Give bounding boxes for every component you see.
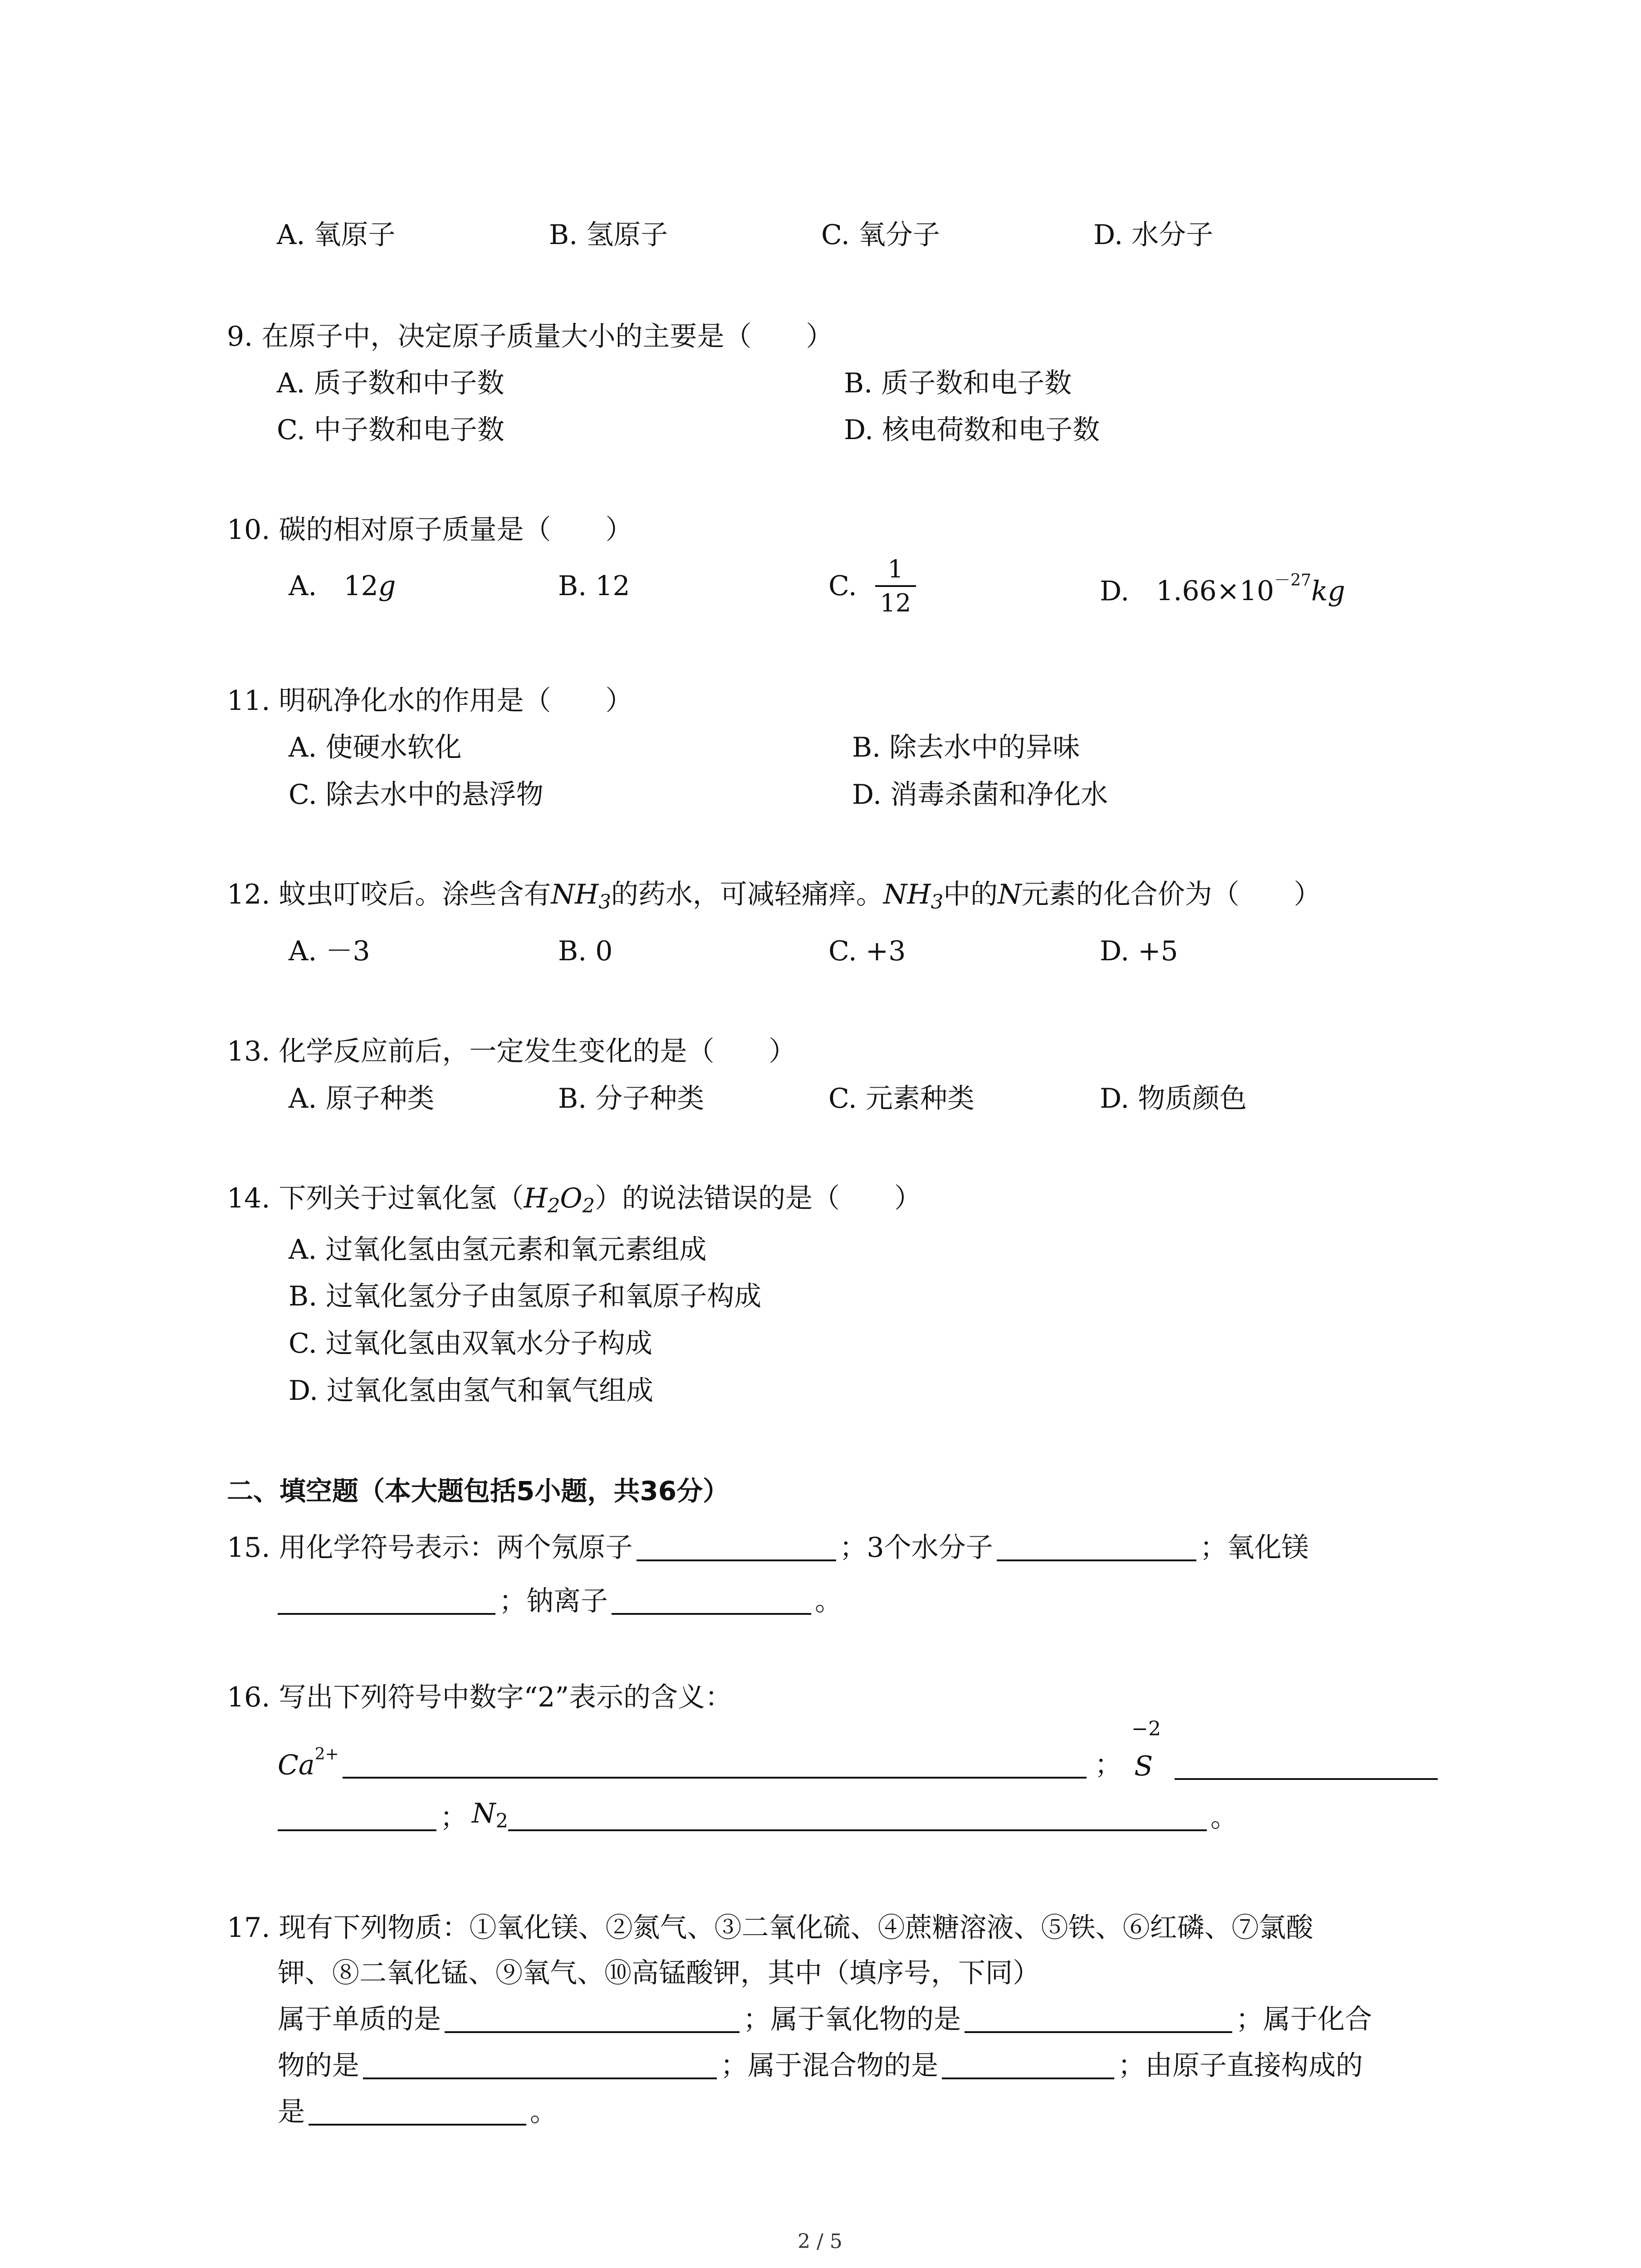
q9-stem: 9. 在原子中，决定原子质量大小的主要是（ ） — [227, 321, 833, 352]
q10-d-exponent: －27 — [1274, 571, 1312, 590]
q12-option-c: C. +3 — [828, 935, 906, 967]
q12-option-a: A. －3 — [289, 935, 370, 967]
q17-text-a: 属于单质的是 — [278, 2004, 441, 2035]
q12-sub3: 3 — [598, 890, 611, 914]
q13-option-d: D. 物质颜色 — [1100, 1083, 1247, 1114]
q12-n-symbol: N — [998, 879, 1022, 910]
q17-text-e: ；属于混合物的是 — [720, 2050, 938, 2082]
q16-answer-blank-2[interactable] — [1175, 1751, 1438, 1780]
q17-line3 — [278, 2004, 1372, 2033]
q13-stem: 13. 化学反应前后，一定发生变化的是（ ） — [227, 1036, 796, 1067]
q17-answer-blank-3[interactable] — [363, 2050, 717, 2079]
q17-text-f: ；由原子直接构成的 — [1118, 2050, 1363, 2082]
q16-separator-2: ； — [440, 1802, 467, 1833]
fraction-bar — [875, 585, 916, 587]
q14-stem — [227, 1185, 921, 1216]
q14-option-d: D. 过氧化氢由氢气和氧气组成 — [289, 1375, 654, 1407]
q16-line1b — [1134, 1751, 1441, 1780]
q16-ca: Ca — [278, 1749, 315, 1781]
q15-text-e: 。 — [815, 1585, 842, 1617]
q17-line4 — [278, 2050, 1363, 2082]
q14-option-b: B. 过氧化氢分子由氢原子和氧原子构成 — [289, 1281, 762, 1312]
q15-line2 — [278, 1586, 842, 1615]
q16-end: 。 — [1210, 1802, 1238, 1833]
q12-stem-part4: 元素的化合价为（ ） — [1021, 879, 1321, 910]
q15-answer-blank-2[interactable] — [997, 1532, 1196, 1561]
q10-c-fraction — [875, 556, 916, 617]
q9-option-b: B. 质子数和电子数 — [844, 367, 1072, 399]
q10-option-d — [1100, 572, 1345, 605]
q17-text-c: ；属于化合 — [1236, 2004, 1372, 2035]
q11-option-a: A. 使硬水软化 — [289, 732, 462, 763]
q10-option-c — [828, 556, 916, 617]
q14-option-c: C. 过氧化氢由双氧水分子构成 — [289, 1328, 652, 1359]
q10-stem: 10. 碳的相对原子质量是（ ） — [227, 514, 633, 546]
q16-stem: 16. 写出下列符号中数字“2”表示的含义： — [227, 1681, 733, 1713]
q10-d-unit: kg — [1311, 575, 1345, 607]
q12-stem-part1: 12. 蚊虫叮咬后。涂些含有 — [227, 879, 551, 910]
q9-option-d: D. 核电荷数和电子数 — [844, 414, 1100, 446]
q12-stem-part3: 中的 — [943, 879, 998, 910]
q16-ca-charge: 2+ — [314, 1745, 339, 1764]
q15-answer-blank-4[interactable] — [612, 1586, 811, 1615]
q16-line1 — [278, 1746, 1122, 1779]
q13-option-a: A. 原子种类 — [289, 1083, 435, 1114]
ca-ion-symbol — [278, 1746, 339, 1779]
q11-option-c: C. 除去水中的悬浮物 — [289, 779, 544, 811]
q17-answer-blank-2[interactable] — [965, 2004, 1232, 2033]
q12-sub3-b: 3 — [931, 890, 944, 914]
q16-n: N — [472, 1798, 496, 1829]
q16-answer-blank-4[interactable] — [508, 1802, 1207, 1831]
q16-answer-blank-3[interactable] — [278, 1802, 436, 1831]
q14-o: O — [560, 1183, 583, 1214]
q10-a-num: 12 — [343, 570, 378, 602]
q17-answer-blank-5[interactable] — [309, 2097, 526, 2126]
q16-answer-blank-1[interactable] — [343, 1750, 1087, 1779]
q10-a-label: A. — [289, 570, 317, 602]
q12-stem — [227, 881, 1321, 912]
q11-option-b: B. 除去水中的异味 — [852, 732, 1080, 763]
q16-separator-1: ； — [1094, 1749, 1122, 1781]
q14-h: H — [524, 1183, 548, 1214]
q12-stem-part2: 的药水，可减轻痛痒。 — [611, 879, 883, 910]
q14-sub2b: 2 — [582, 1194, 595, 1217]
q12-nh-b: NH — [883, 879, 931, 910]
q15-answer-blank-3[interactable] — [278, 1586, 495, 1615]
q17-line2: 钾、⑧二氧化锰、⑨氧气、⑩高锰酸钾，其中（填序号，下同） — [278, 1957, 1040, 1989]
q10-d-mantissa: 1.66×10 — [1156, 575, 1274, 607]
page-number: 2 / 5 — [798, 2230, 843, 2253]
n2-formula — [472, 1800, 508, 1831]
q15-text-a: 15. 用化学符号表示：两个氖原子 — [227, 1532, 633, 1564]
q10-c-numerator: 1 — [887, 555, 904, 583]
q15-text-b: ；3个水分子 — [839, 1532, 993, 1564]
q9-option-c: C. 中子数和电子数 — [277, 414, 505, 446]
q14-stem-part2: ）的说法错误的是（ ） — [595, 1183, 921, 1214]
q12-nh3-formula — [551, 879, 611, 914]
q12-option-b: B. 0 — [558, 935, 613, 967]
q16-line2 — [278, 1800, 1238, 1831]
q11-option-d: D. 消毒杀菌和净化水 — [852, 779, 1108, 811]
section-heading: 二、填空题（本大题包括5小题，共36分） — [227, 1476, 730, 1506]
q17-text-d: 物的是 — [278, 2050, 359, 2082]
q8-option-c: C. 氧分子 — [821, 219, 940, 251]
q14-stem-part1: 14. 下列关于过氧化氢（ — [227, 1183, 524, 1214]
q17-line5 — [278, 2097, 557, 2126]
q15-line1 — [227, 1532, 1309, 1564]
q17-text-h: 。 — [530, 2096, 557, 2128]
q10-d-label: D. — [1100, 575, 1130, 607]
q10-c-label: C. — [828, 570, 857, 602]
q15-answer-blank-1[interactable] — [637, 1532, 836, 1561]
q11-stem: 11. 明矾净化水的作用是（ ） — [227, 685, 633, 717]
q16-s-valence: −2 — [1132, 1717, 1161, 1740]
q16-s-symbol: S — [1134, 1750, 1153, 1782]
q10-option-b: B. 12 — [558, 570, 630, 602]
q12-nh: NH — [551, 879, 599, 910]
q13-option-b: B. 分子种类 — [558, 1083, 705, 1114]
q9-option-a: A. 质子数和中子数 — [277, 367, 505, 399]
q10-c-denominator: 12 — [880, 589, 911, 618]
q17-answer-blank-1[interactable] — [445, 2004, 740, 2033]
q12-nh3-formula-b — [883, 879, 944, 914]
q12-option-d: D. +5 — [1100, 935, 1178, 967]
h2o2-formula — [524, 1183, 595, 1217]
q17-line1: 17. 现有下列物质：①氧化镁、②氮气、③二氧化硫、④蔗糖溶液、⑤铁、⑥红磷、⑦氯酸 — [227, 1912, 1313, 1944]
q8-option-b: B. 氢原子 — [549, 219, 668, 251]
q17-text-g: 是 — [278, 2096, 305, 2128]
q13-option-c: C. 元素种类 — [828, 1083, 975, 1114]
q16-n-sub: 2 — [495, 1809, 508, 1833]
q15-text-d: ；钠离子 — [499, 1585, 608, 1617]
q8-option-d: D. 水分子 — [1093, 219, 1214, 251]
q15-text-c: ；氧化镁 — [1200, 1532, 1309, 1564]
q8-option-a: A. 氧原子 — [277, 219, 396, 251]
q10-option-a — [289, 572, 396, 600]
q17-answer-blank-4[interactable] — [942, 2050, 1114, 2079]
q17-text-b: ；属于氧化物的是 — [743, 2004, 961, 2035]
q14-option-a: A. 过氧化氢由氢元素和氧元素组成 — [289, 1234, 707, 1266]
q10-a-unit: g — [378, 570, 396, 602]
q14-sub2a: 2 — [547, 1194, 560, 1217]
